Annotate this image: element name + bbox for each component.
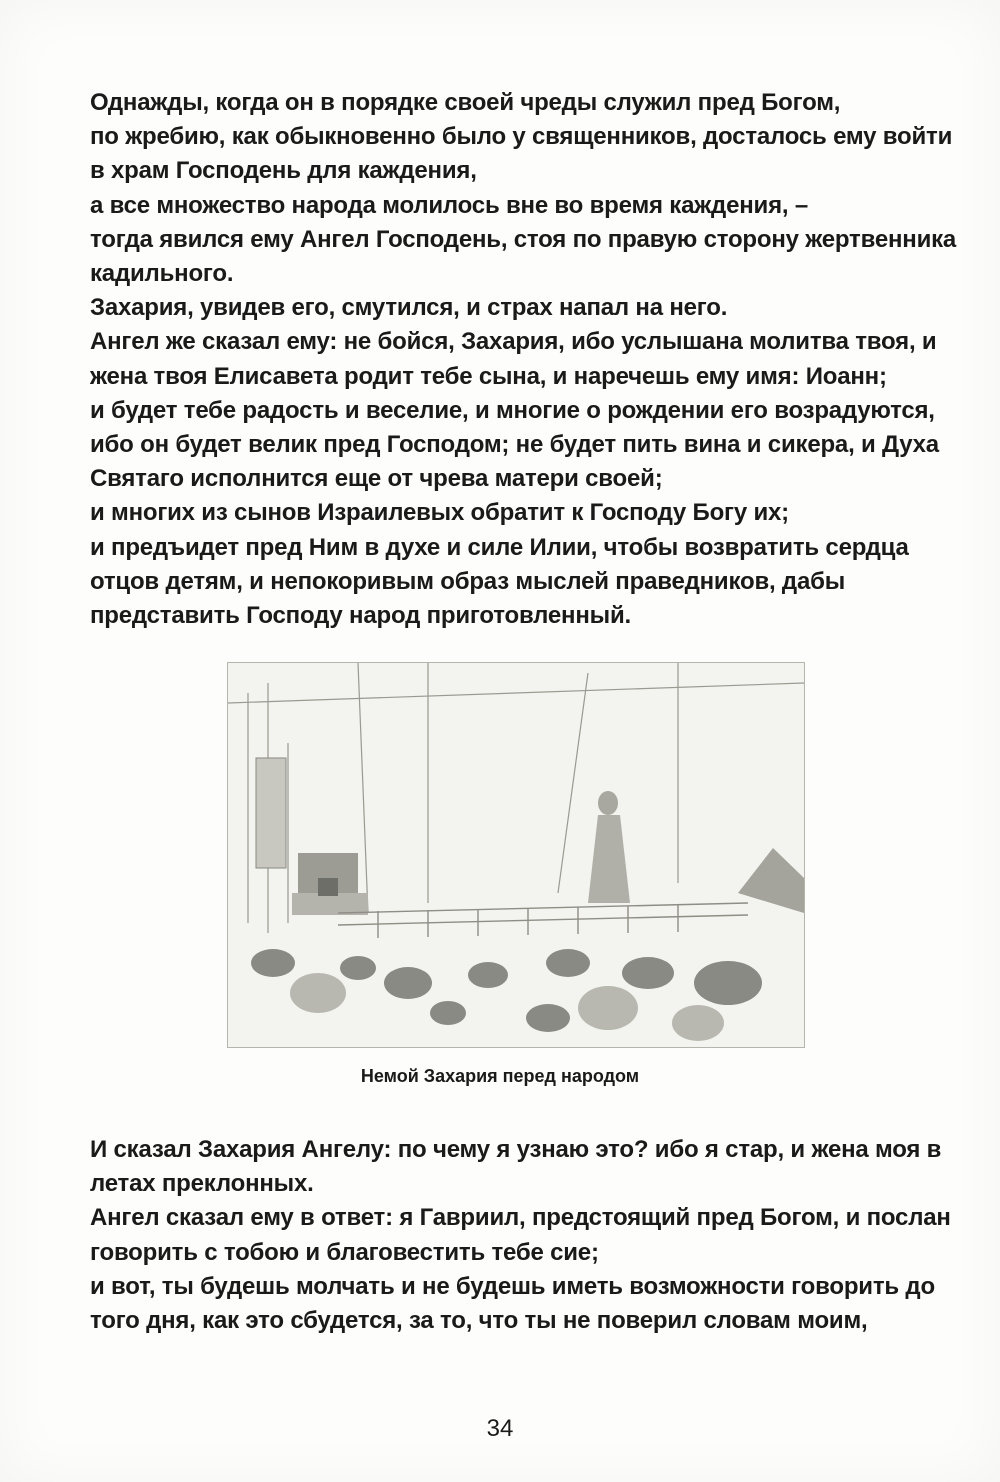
- text-line: и предъидет пред Ним в духе и силе Илии, чтобы возвратить сердца: [90, 533, 909, 561]
- doorway: [256, 758, 286, 868]
- text-line: Ангел сказал ему в ответ: я Гавриил, предстоящий пред Богом, и послан: [90, 1204, 951, 1232]
- illustration-temple-scene: [227, 662, 805, 1048]
- text-line: Захария, увидев его, смутился, и страх напал на него.: [90, 294, 728, 322]
- text-line: отцов детям, и непокоривым образ мыслей праведников, дабы: [90, 567, 846, 595]
- text-line: ибо он будет велик пред Господом; не будет пить вина и сикера, и Духа: [90, 431, 939, 459]
- text-line: того дня, как это сбудется, за то, что ты не поверил словам моим,: [90, 1307, 868, 1335]
- text-line: Однажды, когда он в порядке своей чреды служил пред Богом,: [90, 89, 841, 116]
- scripture-text-top: [90, 86, 957, 633]
- text-line: Святаго исполнится еще от чрева матери своей;: [90, 465, 663, 493]
- text-line: И сказал Захария Ангелу: по чему я узнаю это? ибо я стар, и жена моя в: [90, 1136, 942, 1163]
- text-line: тогда явился ему Ангел Господень, стоя по правую сторону жертвенника: [90, 225, 957, 253]
- text-line: и вот, ты будешь молчать и не будешь иметь возможности говорить до: [90, 1272, 935, 1300]
- text-line: и будет тебе радость и веселие, и многие о рождении его возрадуются,: [90, 396, 935, 424]
- scripture-text-bottom: [90, 1133, 950, 1338]
- illustration-caption: Немой Захария перед народом: [360, 1066, 640, 1086]
- page-number: 34: [486, 1415, 514, 1442]
- altar: [292, 853, 368, 915]
- text-line: а все множество народа молилось вне во время каждения, –: [90, 191, 808, 219]
- text-line: Ангел же сказал ему: не бойся, Захария, ибо услышана молитва твоя, и: [90, 328, 937, 356]
- temple-sketch-image: [228, 663, 804, 1047]
- text-line: в храм Господень для каждения,: [90, 157, 477, 185]
- text-line: кадильного.: [90, 260, 234, 288]
- text-line: и многих из сынов Израилевых обратит к Господу Богу их;: [90, 499, 789, 527]
- text-line: по жребию, как обыкновенно было у священников, досталось ему войти: [90, 123, 953, 151]
- text-line: говорить с тобою и благовестить тебе сие;: [90, 1238, 599, 1266]
- text-line: жена твоя Елисавета родит тебе сына, и наречешь ему имя: Иоанн;: [90, 362, 887, 390]
- text-line: летах преклонных.: [90, 1170, 314, 1198]
- text-line: представить Господу народ приготовленный.: [90, 602, 631, 630]
